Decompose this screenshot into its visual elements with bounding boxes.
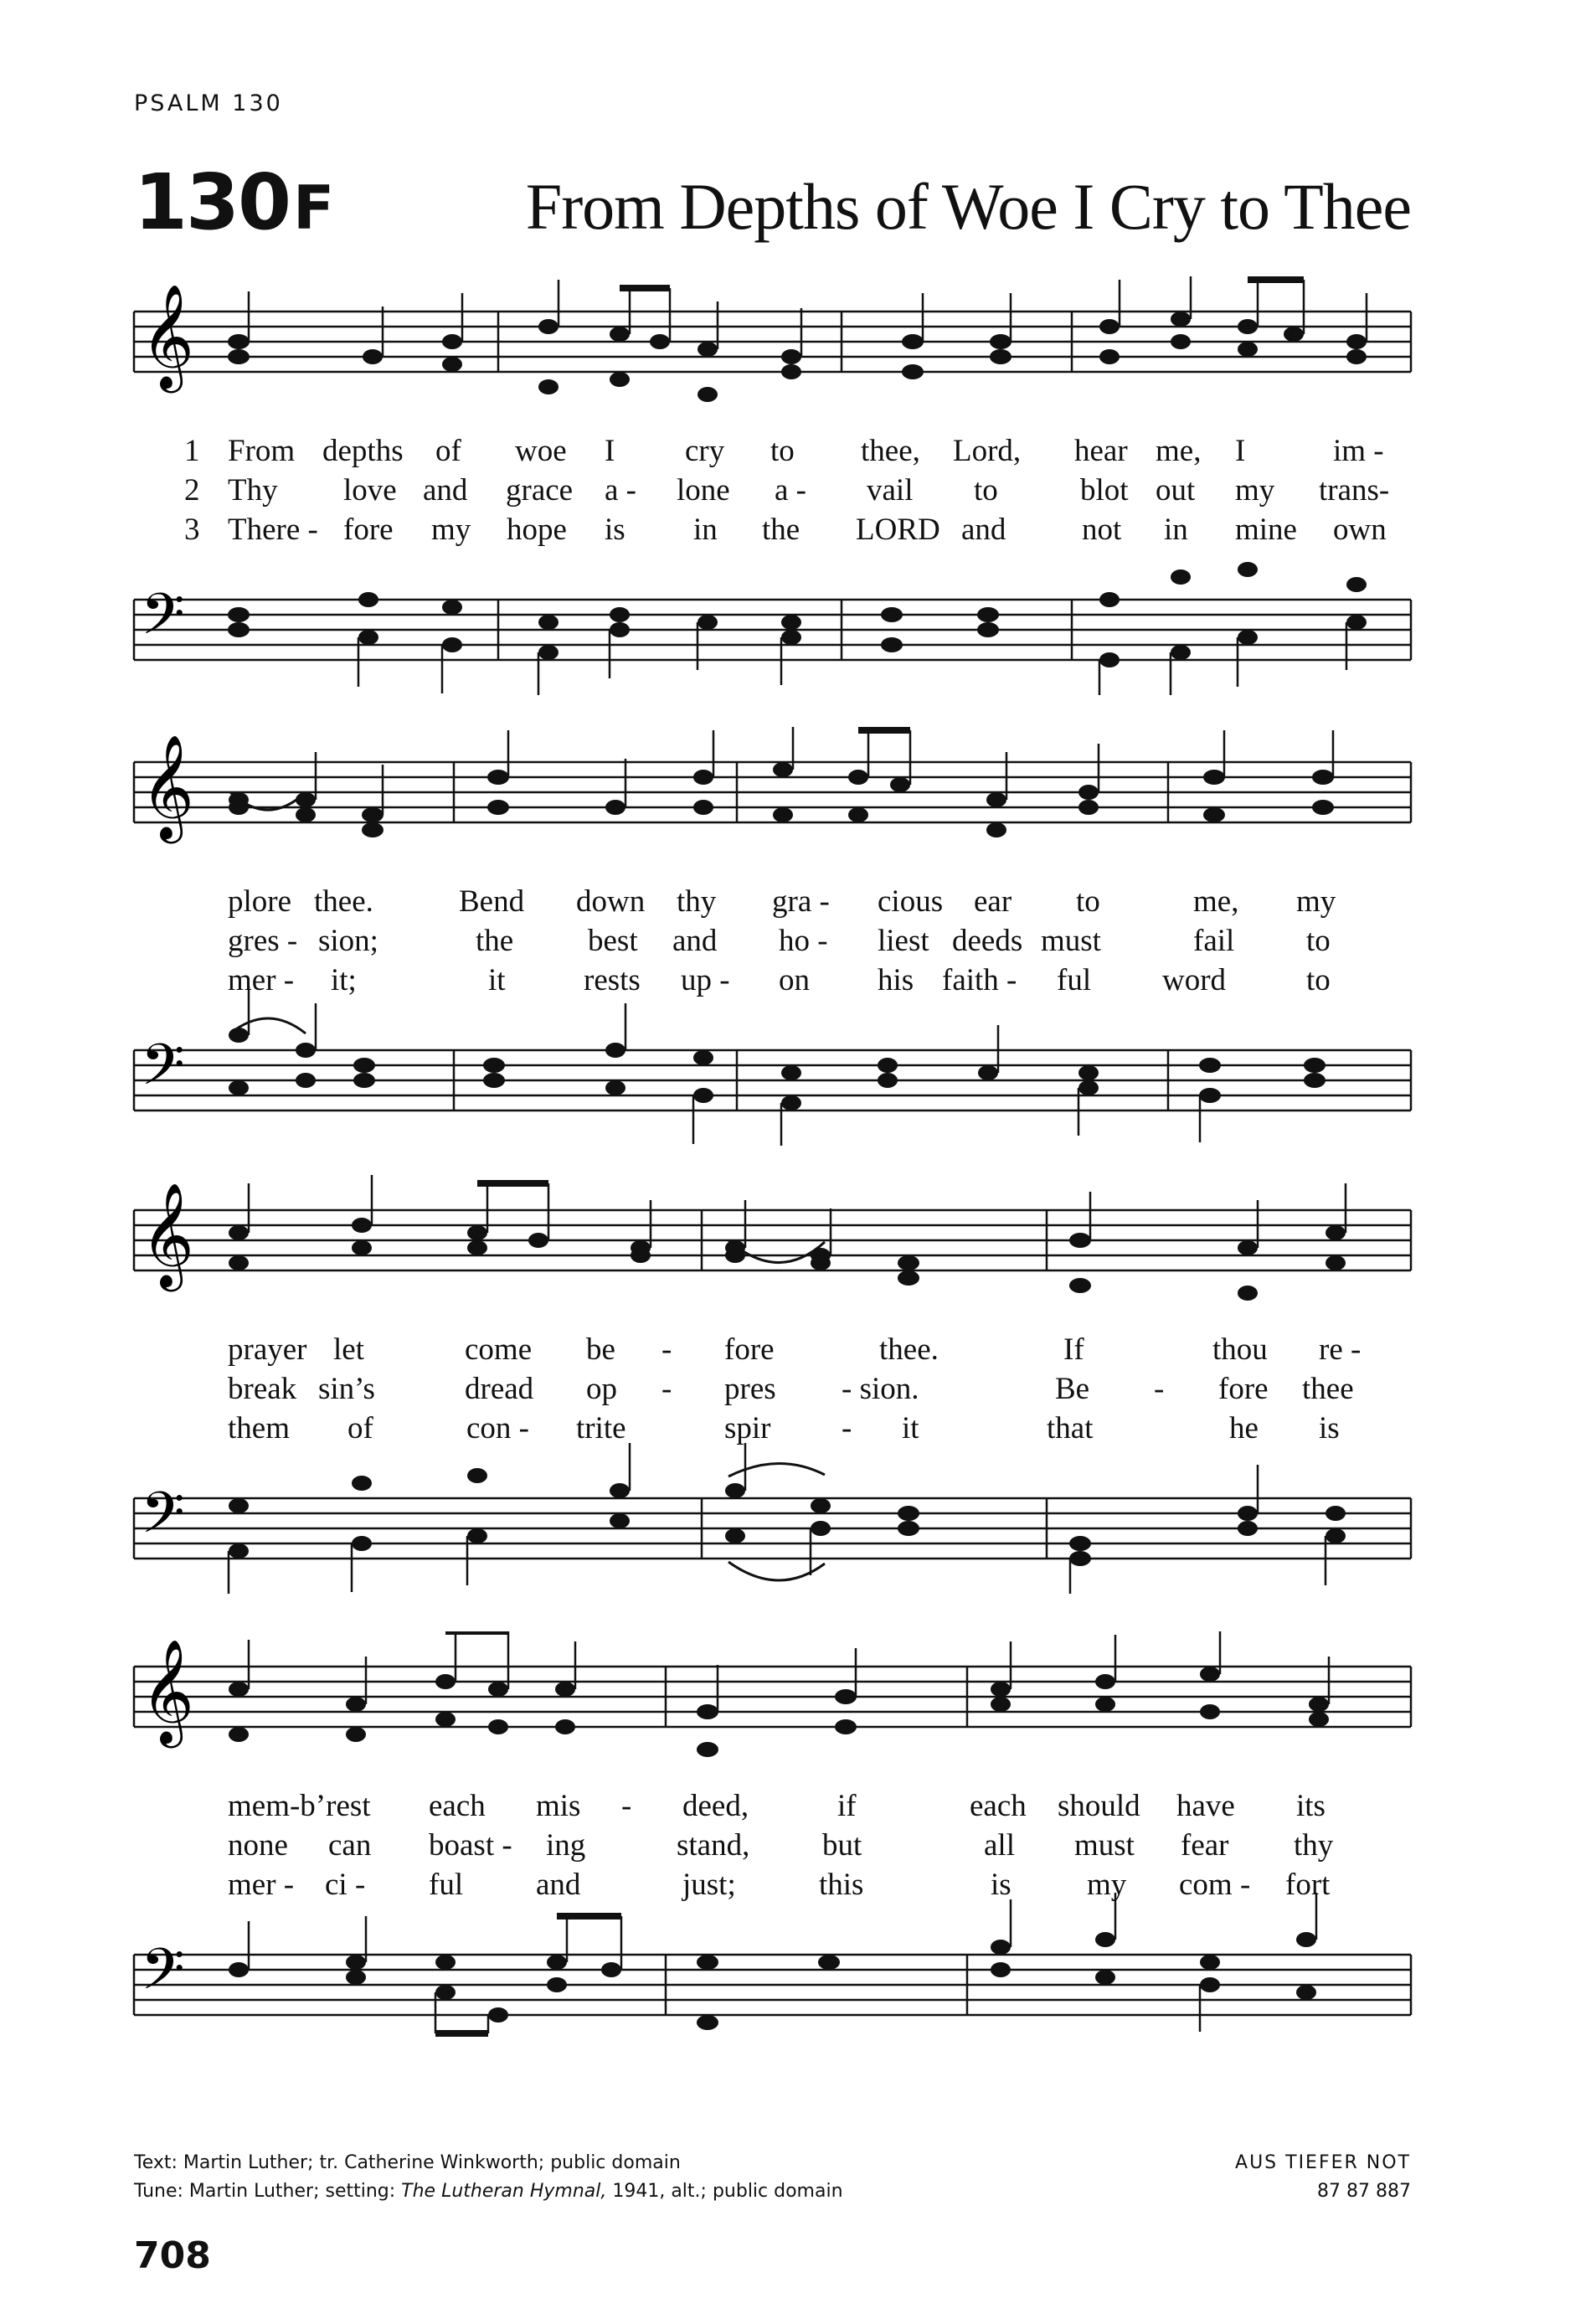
credits (134, 2149, 843, 2206)
tune-credit (134, 2177, 843, 2206)
lyric-syllable: out (1156, 473, 1196, 508)
lyric-syllable: im - (1333, 434, 1384, 468)
lyric-syllable: thee, (861, 434, 920, 468)
lyric-syllable: me, (1156, 434, 1202, 468)
verse-number: 2 (184, 473, 200, 508)
lyric-syllable: his (878, 963, 914, 997)
lyric-syllable: deed, (682, 1789, 749, 1823)
music-system-3 (0, 1175, 1570, 1594)
tune-credit-source: The Lutheran Hymnal, (401, 2181, 607, 2203)
lyric-syllable: to (974, 473, 998, 508)
lyric-syllable: cious (878, 884, 944, 919)
lyric-syllable: just; (682, 1868, 736, 1902)
lyric-syllable: - (1154, 1372, 1165, 1406)
lyric-syllable: ful (429, 1868, 464, 1902)
tune-meter: 87 87 887 (1317, 2181, 1411, 2203)
lyric-syllable: on (779, 963, 810, 997)
lyric-syllable: my (1235, 473, 1275, 508)
lyric-syllable: fort (1285, 1868, 1331, 1902)
lyric-syllable: in (1164, 513, 1188, 547)
lyric-syllable: can (328, 1828, 372, 1863)
text-credit: Text: Martin Luther; tr. Catherine Winkworth; public domain (134, 2152, 681, 2173)
lyric-syllable: to (1306, 924, 1331, 958)
lyric-syllable: and (961, 513, 1006, 547)
lyric-syllable: mine (1235, 513, 1297, 547)
lyric-syllable: but (822, 1828, 862, 1863)
lyric-syllable: - (661, 1332, 672, 1367)
lyric-syllable: hear (1074, 434, 1128, 468)
lyric-syllable: come (465, 1332, 533, 1367)
lyric-syllable: thee. (314, 884, 373, 919)
lyric-syllable: mer - (228, 963, 295, 997)
lyric-syllable: the (476, 924, 514, 958)
bass-clef-icon: 𝄢 (141, 1481, 185, 1560)
bass-clef-icon: 𝄢 (141, 1937, 185, 2017)
lyric-syllable: must (1041, 924, 1101, 958)
lyric-syllable: dread (465, 1372, 534, 1406)
lyric-syllable: sion; (318, 924, 378, 958)
lyric-syllable: thy (677, 884, 717, 919)
lyric-syllable: - sion. (842, 1372, 919, 1406)
lyric-syllable: thee. (879, 1332, 939, 1367)
bass-clef-icon: 𝄢 (141, 582, 185, 662)
lyric-syllable: is (1319, 1411, 1340, 1445)
running-head: PSALM 130 (134, 90, 283, 116)
lyric-syllable: grace (506, 473, 574, 508)
lyric-syllable: should (1058, 1789, 1140, 1823)
lyric-syllable: is (605, 513, 625, 547)
lyric-syllable: - (842, 1411, 852, 1445)
bass-clef-icon: 𝄢 (141, 1033, 185, 1112)
lyric-syllable: faith - (942, 963, 1017, 997)
lyric-syllable: From (228, 434, 296, 468)
lyric-syllable: stand, (677, 1828, 750, 1863)
lyric-syllable: blot (1080, 473, 1129, 508)
lyric-syllable: prayer (228, 1332, 307, 1367)
lyric-syllable: vail (867, 473, 914, 508)
lyric-syllable: best (588, 924, 638, 958)
lyric-syllable: depths (322, 434, 404, 468)
lyric-syllable: fore (343, 513, 394, 547)
lyric-syllable: thy (1294, 1828, 1334, 1863)
lyric-syllable: word (1162, 963, 1227, 997)
lyric-syllable: love (343, 473, 397, 508)
lyric-syllable: none (228, 1828, 288, 1863)
verse-number: 1 (184, 434, 200, 468)
hymn-title: From Depths of Woe I Cry to Thee (525, 170, 1411, 243)
lyric-syllable: he (1229, 1411, 1259, 1445)
lyric-syllable: its (1296, 1789, 1325, 1823)
lyric-syllable: that (1047, 1411, 1094, 1445)
lyric-syllable: boast - (429, 1828, 512, 1863)
lyric-syllable: each (429, 1789, 486, 1823)
lyric-syllable: let (333, 1332, 364, 1367)
lyric-syllable: hope (507, 513, 567, 547)
lyric-syllable: the (762, 513, 800, 547)
lyric-syllable: fore (1218, 1372, 1269, 1406)
lyric-syllable: trans- (1319, 473, 1390, 508)
lyric-syllable: is (991, 1868, 1011, 1902)
lyric-syllable: a - (775, 473, 806, 508)
lyric-syllable: all (984, 1828, 1015, 1863)
lyric-syllable: to (1306, 963, 1331, 997)
lyric-syllable: trite (576, 1411, 626, 1445)
hymn-number-digits: 130 (134, 157, 291, 247)
lyric-syllable: gra - (772, 884, 830, 919)
lyric-syllable: - (661, 1372, 672, 1406)
hymn-number (134, 157, 333, 247)
lyric-syllable: up - (681, 963, 730, 997)
lyric-syllable: I (605, 434, 615, 468)
lyric-syllable: - (621, 1789, 632, 1823)
treble-clef-icon: 𝄞 (141, 284, 194, 389)
lyric-syllable: rests (584, 963, 641, 997)
lyric-syllable: re - (1319, 1332, 1362, 1367)
lyric-syllable: ful (1057, 963, 1092, 997)
lyric-syllable: and (536, 1868, 581, 1902)
lyric-syllable: cry (685, 434, 725, 468)
tune-info (1235, 2149, 1411, 2206)
lyric-syllable: not (1082, 513, 1122, 547)
lyric-syllable: ear (974, 884, 1012, 919)
lyric-syllable: plore (228, 884, 292, 919)
lyric-syllable: of (347, 1411, 373, 1445)
lyric-syllable: pres (724, 1372, 776, 1406)
lyric-syllable: liest (878, 924, 929, 958)
lyric-syllable: ci - (325, 1868, 366, 1902)
music-system-2 (0, 727, 1570, 1146)
lyric-syllable: Bend (459, 884, 525, 919)
lyric-syllable: my (1087, 1868, 1127, 1902)
lyric-syllable: this (819, 1868, 864, 1902)
lyric-syllable: ho - (779, 924, 828, 958)
lyric-syllable: in (693, 513, 718, 547)
lyric-syllable: and (672, 924, 718, 958)
lyric-syllable: me, (1193, 884, 1239, 919)
lyric-syllable: mem-b’rest (228, 1789, 371, 1823)
page-number: 708 (134, 2234, 211, 2277)
lyric-syllable: con - (466, 1411, 529, 1445)
lyric-syllable: thou (1212, 1332, 1268, 1367)
lyric-syllable: Thy (228, 473, 278, 508)
lyric-syllable: down (576, 884, 646, 919)
verse-number: 3 (184, 513, 200, 547)
music-system-4 (0, 1631, 1570, 2050)
lyric-syllable: fear (1181, 1828, 1229, 1863)
lyric-syllable: if (837, 1789, 857, 1823)
lyric-syllable: mer - (228, 1868, 295, 1902)
lyric-syllable: deeds (952, 924, 1023, 958)
lyric-syllable: Be (1055, 1372, 1090, 1406)
lyric-syllable: my (431, 513, 471, 547)
lyric-syllable: gres - (228, 924, 298, 958)
lyric-syllable: LORD (856, 513, 940, 547)
lyric-syllable: If (1063, 1332, 1084, 1367)
lyric-syllable: com - (1179, 1868, 1251, 1902)
lyric-syllable: it (902, 1411, 919, 1445)
treble-clef-icon: 𝄞 (141, 1183, 194, 1287)
lyric-syllable: There - (228, 513, 318, 547)
treble-clef-icon: 𝄞 (141, 1639, 194, 1744)
lyric-syllable: own (1333, 513, 1387, 547)
lyric-syllable: break (228, 1372, 297, 1406)
lyric-syllable: must (1074, 1828, 1135, 1863)
lyric-syllable: it; (331, 963, 357, 997)
lyric-syllable: fore (724, 1332, 775, 1367)
lyric-syllable: woe (515, 434, 567, 468)
lyric-syllable: a - (605, 473, 636, 508)
lyric-syllable: fail (1193, 924, 1235, 958)
lyric-syllable: Lord, (953, 434, 1022, 468)
lyric-syllable: and (423, 473, 468, 508)
lyric-syllable: it (488, 963, 506, 997)
lyric-syllable: of (435, 434, 461, 468)
music-system-1 (0, 276, 1570, 695)
lyric-syllable: have (1176, 1789, 1235, 1823)
tune-credit-prefix: Tune: Martin Luther; setting: (134, 2181, 402, 2203)
lyric-syllable: thee (1302, 1372, 1354, 1406)
lyric-syllable: sin’s (318, 1372, 375, 1406)
hymn-number-suffix: F (293, 173, 333, 243)
lyric-syllable: I (1235, 434, 1246, 468)
lyric-syllable: them (228, 1411, 290, 1445)
lyric-syllable: ing (546, 1828, 586, 1863)
lyric-syllable: op (586, 1372, 617, 1406)
tune-name: AUS TIEFER NOT (1235, 2152, 1411, 2173)
tune-credit-suffix: 1941, alt.; public domain (606, 2181, 843, 2203)
lyric-syllable: to (1076, 884, 1100, 919)
lyric-syllable: spir (724, 1411, 771, 1445)
lyric-syllable: lone (677, 473, 730, 508)
lyric-syllable: be (586, 1332, 615, 1367)
lyric-syllable: my (1296, 884, 1336, 919)
lyric-syllable: mis (536, 1789, 581, 1823)
treble-clef-icon: 𝄞 (141, 734, 194, 839)
lyric-syllable: to (770, 434, 795, 468)
lyric-syllable: each (970, 1789, 1027, 1823)
